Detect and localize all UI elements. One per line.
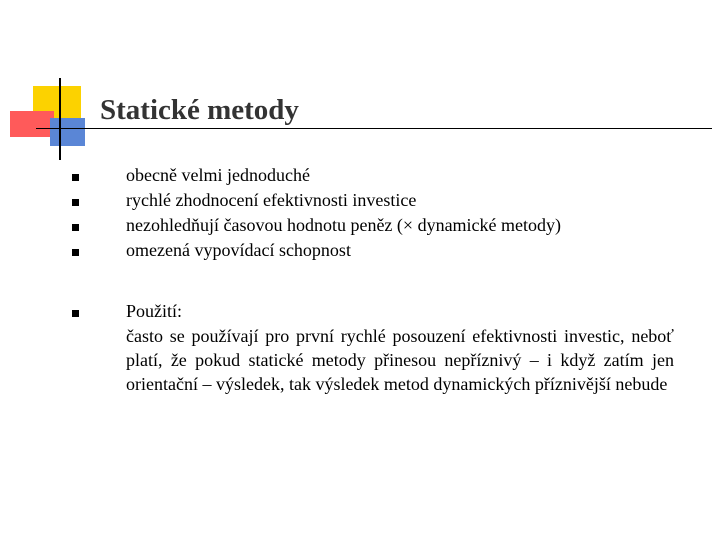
bullet-item	[68, 213, 688, 238]
decor-blue-square	[50, 118, 85, 146]
bullet-square-icon	[72, 249, 79, 256]
usage-text: často se používají pro první rychlé posouzení efektivnosti investic, neboť platí, že pokud statické metody přinesou nepříznivý – i když zatím jen orientační – výsledek, tak výsledek metod dynamických příznivější nebude	[126, 326, 674, 394]
decor-vertical-line	[59, 78, 61, 160]
bullet-text: obecně velmi jednoduché	[126, 165, 310, 185]
bullet-text: nezohledňují časovou hodnotu peněz (× dynamické metody)	[126, 215, 562, 235]
bullet-item	[68, 163, 688, 188]
usage-heading: Použití:	[126, 301, 183, 321]
bullet-text: rychlé zhodnocení efektivnosti investice	[126, 190, 417, 210]
bullet-item-usage	[68, 299, 688, 396]
slide-title: Statické metody	[100, 94, 299, 126]
bullet-text: omezená vypovídací schopnost	[126, 240, 351, 260]
bullet-square-icon	[72, 310, 79, 317]
bullet-square-icon	[72, 174, 79, 181]
bullet-item	[68, 238, 688, 263]
bullet-square-icon	[72, 199, 79, 206]
bullet-item	[68, 188, 688, 213]
decor-red-square	[10, 111, 54, 137]
title-underline	[36, 128, 712, 129]
bullet-list	[68, 163, 688, 396]
bullet-square-icon	[72, 224, 79, 231]
